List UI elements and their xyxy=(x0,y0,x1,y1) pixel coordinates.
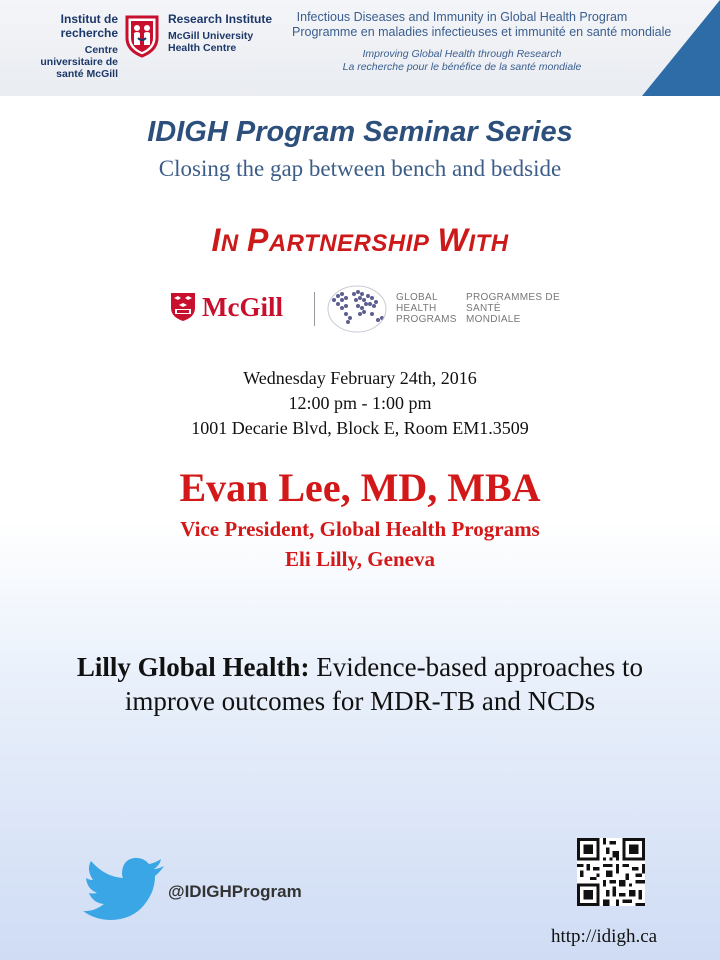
pgs-line2: SANTÉ xyxy=(466,303,501,314)
event-location: 1001 Decarie Blvd, Block E, Room EM1.3509 xyxy=(191,418,529,438)
event-date: Wednesday February 24th, 2016 xyxy=(243,368,477,388)
series-title: IDIGH Program Seminar Series xyxy=(147,116,573,148)
globe-map-icon xyxy=(326,284,388,334)
corner-triangle xyxy=(642,0,720,96)
program-name-en: Infectious Diseases and Immunity in Global Health Program xyxy=(296,10,628,24)
program-tagline-fr: La recherche pour le bénéfice de la santé mondiale xyxy=(342,61,582,73)
partnership-heading xyxy=(0,222,720,259)
muhc-crest-icon xyxy=(124,14,160,58)
institute-fr-title: Institut de recherche xyxy=(60,12,118,40)
partnership-word3-rest: ITH xyxy=(468,230,509,257)
talk-lead: Lilly Global Health: xyxy=(76,652,310,682)
twitter-bird-icon[interactable] xyxy=(82,856,166,926)
pgs-line1: PROGRAMMES DE xyxy=(466,292,560,303)
institute-fr-sub: Centre universitaire de santé McGill xyxy=(40,44,118,80)
partner-logos xyxy=(160,284,580,336)
partnership-word2-rest: ARTNERSHIP xyxy=(268,230,430,257)
program-block xyxy=(292,10,672,74)
pgs-label xyxy=(466,292,560,325)
talk-title-line1 xyxy=(0,652,720,683)
mcgill-wordmark: McGill xyxy=(202,292,283,322)
speaker-name: Evan Lee, MD, MBA xyxy=(179,465,541,510)
institute-fr-block xyxy=(20,12,118,80)
talk-title-line2: improve outcomes for MDR-TB and NCDs xyxy=(124,686,596,716)
ghp-line2: HEALTH xyxy=(396,303,437,314)
program-tagline-en: Improving Global Health through Research xyxy=(362,48,562,60)
twitter-handle[interactable]: @IDIGHProgram xyxy=(168,882,302,901)
event-time: 12:00 pm - 1:00 pm xyxy=(288,393,432,413)
series-subtitle: Closing the gap between bench and bedside xyxy=(158,156,562,181)
institute-en-sub: McGill University Health Centre xyxy=(168,30,254,54)
partnership-word1-initial: I xyxy=(211,222,221,258)
speaker-organization: Eli Lilly, Geneva xyxy=(285,547,435,571)
speaker-role: Vice President, Global Health Programs xyxy=(180,517,540,541)
partnership-word3-initial: W xyxy=(437,222,469,258)
institute-en-title: Research Institute xyxy=(168,12,273,26)
ghp-line3: PROGRAMS xyxy=(396,314,457,325)
website-url[interactable]: http://idigh.ca xyxy=(551,926,658,947)
partnership-word1-rest: N xyxy=(220,230,239,257)
qr-code-icon[interactable] xyxy=(577,838,645,906)
pgs-line3: MONDIALE xyxy=(466,314,521,325)
header-banner xyxy=(0,0,720,96)
mcgill-shield-icon xyxy=(170,292,196,322)
talk-title-rest: Evidence-based approaches to xyxy=(309,652,644,682)
logo-divider xyxy=(314,292,315,326)
institute-en-block xyxy=(168,12,288,54)
ghp-label xyxy=(396,292,457,325)
ghp-line1: GLOBAL xyxy=(396,292,438,303)
partnership-word2-initial: P xyxy=(246,222,269,258)
program-name-fr: Programme en maladies infectieuses et immunité en santé mondiale xyxy=(292,25,672,39)
